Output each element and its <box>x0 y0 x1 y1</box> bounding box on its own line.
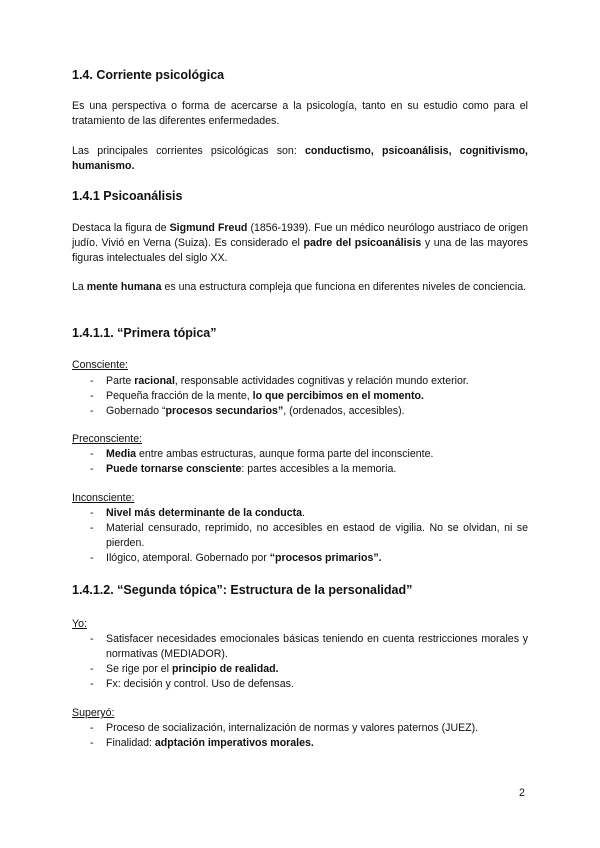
section-title-1-4-1: 1.4.1 Psicoanálisis <box>72 189 183 203</box>
yo-list <box>72 632 528 692</box>
page-number: 2 <box>519 787 525 799</box>
list-item: - Fx: decisión y control. Uso de defensas. <box>72 677 528 692</box>
list-item: - Finalidad: adptación imperativos morales. <box>72 736 528 751</box>
list-item: - Pequeña fracción de la mente, lo que percibimos en el momento. <box>72 389 528 404</box>
mind-paragraph: La mente humana es una estructura compleja que funciona en diferentes niveles de conciencia. <box>72 281 527 293</box>
consciente-list <box>72 374 528 419</box>
list-item: - Material censurado, reprimido, no accesibles en estaod de vigilia. No se olvidan, ni se pierden. <box>72 521 528 551</box>
freud-paragraph: Destaca la figura de Sigmund Freud (1856-1939). Fue un médico neurólogo austriaco de origen judío. Vivió en Verna (Suiza). Es considerado el padre del psicoanálisis y una de las mayores figuras intelectuales del siglo XX. <box>72 222 529 264</box>
intro-paragraph: Es una perspectiva o forma de acercarse a la psicología, tanto en su estudio como para el tratamiento de las diferentes enfermedades. <box>72 100 528 127</box>
superyo-list <box>72 721 528 751</box>
main-currents-paragraph: Las principales corrientes psicológicas son: conductismo, psicoanálisis, cognitivismo, humanismo. <box>72 145 528 172</box>
consciente-label: Consciente: <box>72 359 128 371</box>
list-item: - Se rige por el principio de realidad. <box>72 662 528 677</box>
section-title-1-4-1-2: 1.4.1.2. “Segunda tópica”: Estructura de la personalidad” <box>72 583 413 597</box>
list-item: - Puede tornarse consciente: partes accesibles a la memoria. <box>72 462 528 477</box>
preconsciente-label: Preconsciente: <box>72 433 143 445</box>
list-item: - Nivel más determinante de la conducta. <box>72 506 528 521</box>
yo-label: Yo: <box>72 618 87 630</box>
list-item: - Parte racional, responsable actividades cognitivas y relación mundo exterior. <box>72 374 528 389</box>
inconsciente-list <box>72 506 528 566</box>
list-item: - Media entre ambas estructuras, aunque forma parte del inconsciente. <box>72 447 528 462</box>
inconsciente-label: Inconsciente: <box>72 492 135 504</box>
section-title-1-4: 1.4. Corriente psicológica <box>72 68 225 82</box>
list-item: - Proceso de socialización, internalización de normas y valores paternos (JUEZ). <box>72 721 528 736</box>
list-item: - Gobernado “procesos secundarios”, (ordenados, accesibles). <box>72 404 528 419</box>
preconsciente-list <box>72 447 528 477</box>
list-item: - Satisfacer necesidades emocionales básicas teniendo en cuenta restricciones morales y normativas (MEDIADOR). <box>72 632 528 662</box>
list-item: - Ilógico, atemporal. Gobernado por “procesos primarios”. <box>72 551 528 566</box>
superyo-label: Superyó: <box>72 707 115 719</box>
section-title-1-4-1-1: 1.4.1.1. “Primera tópica” <box>72 326 217 340</box>
